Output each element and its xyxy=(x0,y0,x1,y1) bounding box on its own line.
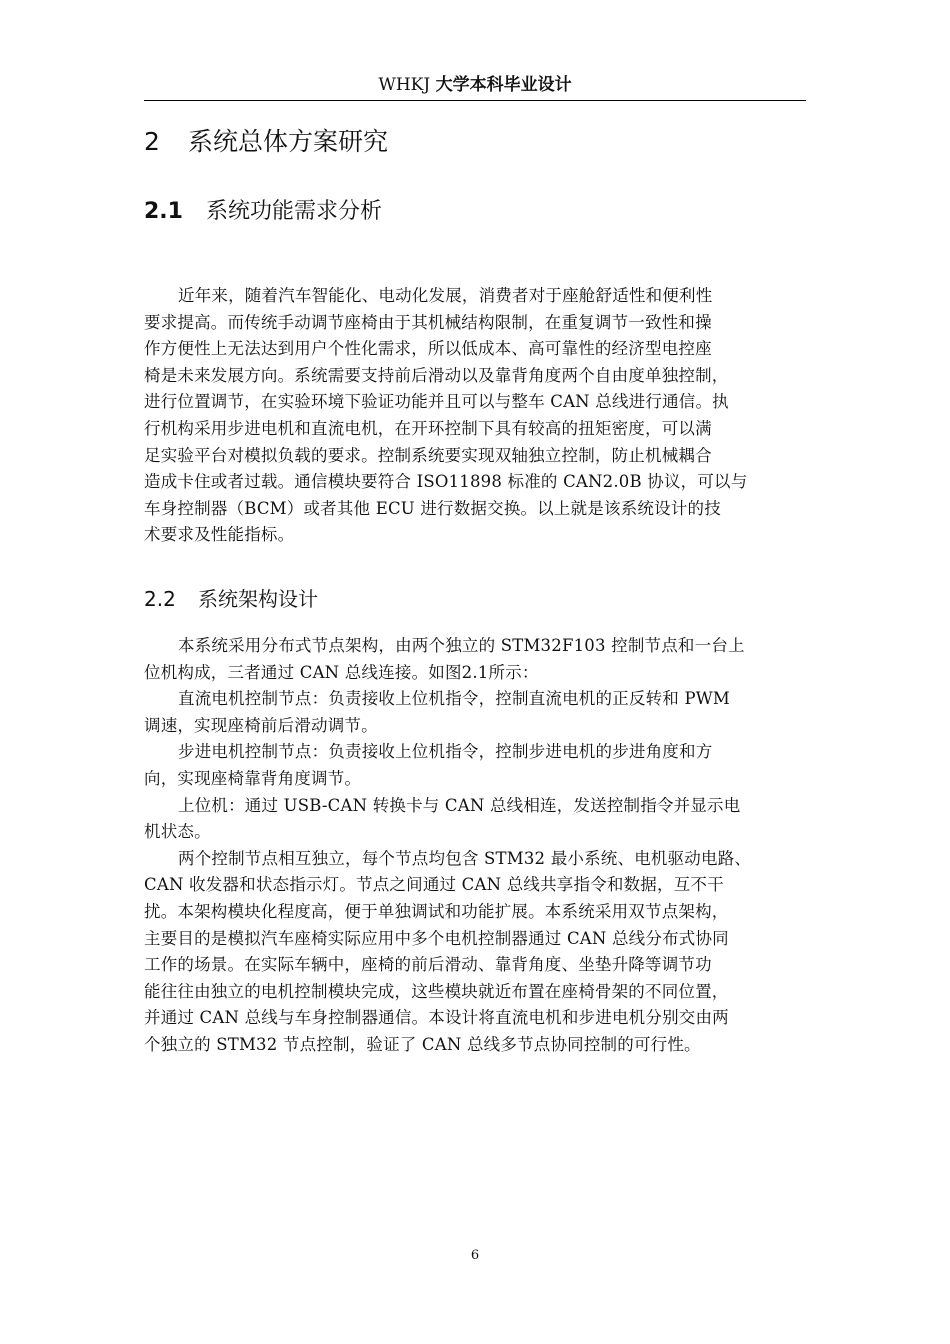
paragraph-line: 行机构采用步进电机和直流电机，在开环控制下具有较高的扭矩密度，可以满 xyxy=(144,418,712,438)
paragraph-line: 要求提高。而传统手动调节座椅由于其机械结构限制，在重复调节一致性和操 xyxy=(144,312,712,332)
paragraph-line: 能往往由独立的电机控制模块完成，这些模块就近布置在座椅骨架的不同位置， xyxy=(144,981,729,1001)
paragraph-line: 主要目的是模拟汽车座椅实际应用中多个电机控制器通过 CAN 总线分布式协同 xyxy=(144,928,729,948)
section-heading-2-2 xyxy=(144,584,318,614)
paragraph-line: 近年来，随着汽车智能化、电动化发展，消费者对于座舱舒适性和便利性 xyxy=(178,286,713,305)
section-heading-2-1 xyxy=(144,194,382,230)
paragraph-line: 术要求及性能指标。 xyxy=(144,525,295,545)
chapter-title: 系统总体方案研究 xyxy=(188,127,389,156)
paragraph-line: 扰。本架构模块化程度高，便于单独调试和功能扩展。本系统采用双节点架构， xyxy=(144,901,729,921)
paragraph-line: 个独立的 STM32 节点控制，验证了 CAN 总线多节点协同控制的可行性。 xyxy=(144,1034,701,1054)
paragraph-line: 步进电机控制节点：负责接收上位机指令，控制步进电机的步进角度和方 xyxy=(178,742,713,762)
paragraph-line: 位机构成，三者通过 CAN 总线连接。如图2.1所示： xyxy=(144,662,539,682)
paragraph-line: 作方便性上无法达到用户个性化需求，所以低成本、高可靠性的经济型电控座 xyxy=(144,339,712,359)
header-prefix: WHKJ xyxy=(378,75,431,95)
paragraph-line: 足实验平台对模拟负载的要求。控制系统要实现双轴独立控制，防止机械耦合 xyxy=(144,445,712,465)
chapter-number: 2 xyxy=(144,127,160,156)
section-number: 2.2 xyxy=(144,587,176,611)
page-number: 6 xyxy=(470,1248,480,1263)
paragraph-line: 工作的场景。在实际车辆中，座椅的前后滑动、靠背角度、坐垫升降等调节功 xyxy=(144,955,712,975)
paragraph-line: 向，实现座椅靠背角度调节。 xyxy=(144,768,362,788)
paragraph-line: 上位机：通过 USB-CAN 转换卡与 CAN 总线相连，发送控制指令并显示电 xyxy=(178,795,741,815)
paragraph-line: 进行位置调节，在实验环境下验证功能并且可以与整车 CAN 总线进行通信。执 xyxy=(144,392,729,412)
section-2-2-body xyxy=(144,633,814,1059)
paragraph-line: 直流电机控制节点：负责接收上位机指令，控制直流电机的正反转和 PWM xyxy=(178,689,731,709)
page-header xyxy=(144,70,806,101)
paragraph-line: 本系统采用分布式节点架构，由两个独立的 STM32F103 控制节点和一台上 xyxy=(178,636,745,655)
header-title: 大学本科毕业设计 xyxy=(435,75,572,95)
paragraph-line: 并通过 CAN 总线与车身控制器通信。本设计将直流电机和步进电机分别交由两 xyxy=(144,1008,729,1028)
paragraph-line: 车身控制器（BCM）或者其他 ECU 进行数据交换。以上就是该系统设计的技 xyxy=(144,498,721,518)
section-number: 2.1 xyxy=(144,199,183,224)
paragraph-line: 两个控制节点相互独立，每个节点均包含 STM32 最小系统、电机驱动电路、 xyxy=(178,848,752,868)
chapter-heading xyxy=(144,122,388,162)
section-2-1-body xyxy=(144,283,814,549)
paragraph-line: 机状态。 xyxy=(144,822,211,842)
paragraph-line: 椅是未来发展方向。系统需要支持前后滑动以及靠背角度两个自由度单独控制， xyxy=(144,365,729,385)
paragraph-line: CAN 收发器和状态指示灯。节点之间通过 CAN 总线共享指令和数据，互不干 xyxy=(144,875,724,895)
section-title: 系统功能需求分析 xyxy=(206,199,383,224)
paragraph-line: 造成卡住或者过载。通信模块要符合 ISO11898 标准的 CAN2.0B 协议，可以与 xyxy=(144,472,748,492)
section-title: 系统架构设计 xyxy=(198,587,318,611)
paragraph-line: 调速，实现座椅前后滑动调节。 xyxy=(144,715,378,735)
